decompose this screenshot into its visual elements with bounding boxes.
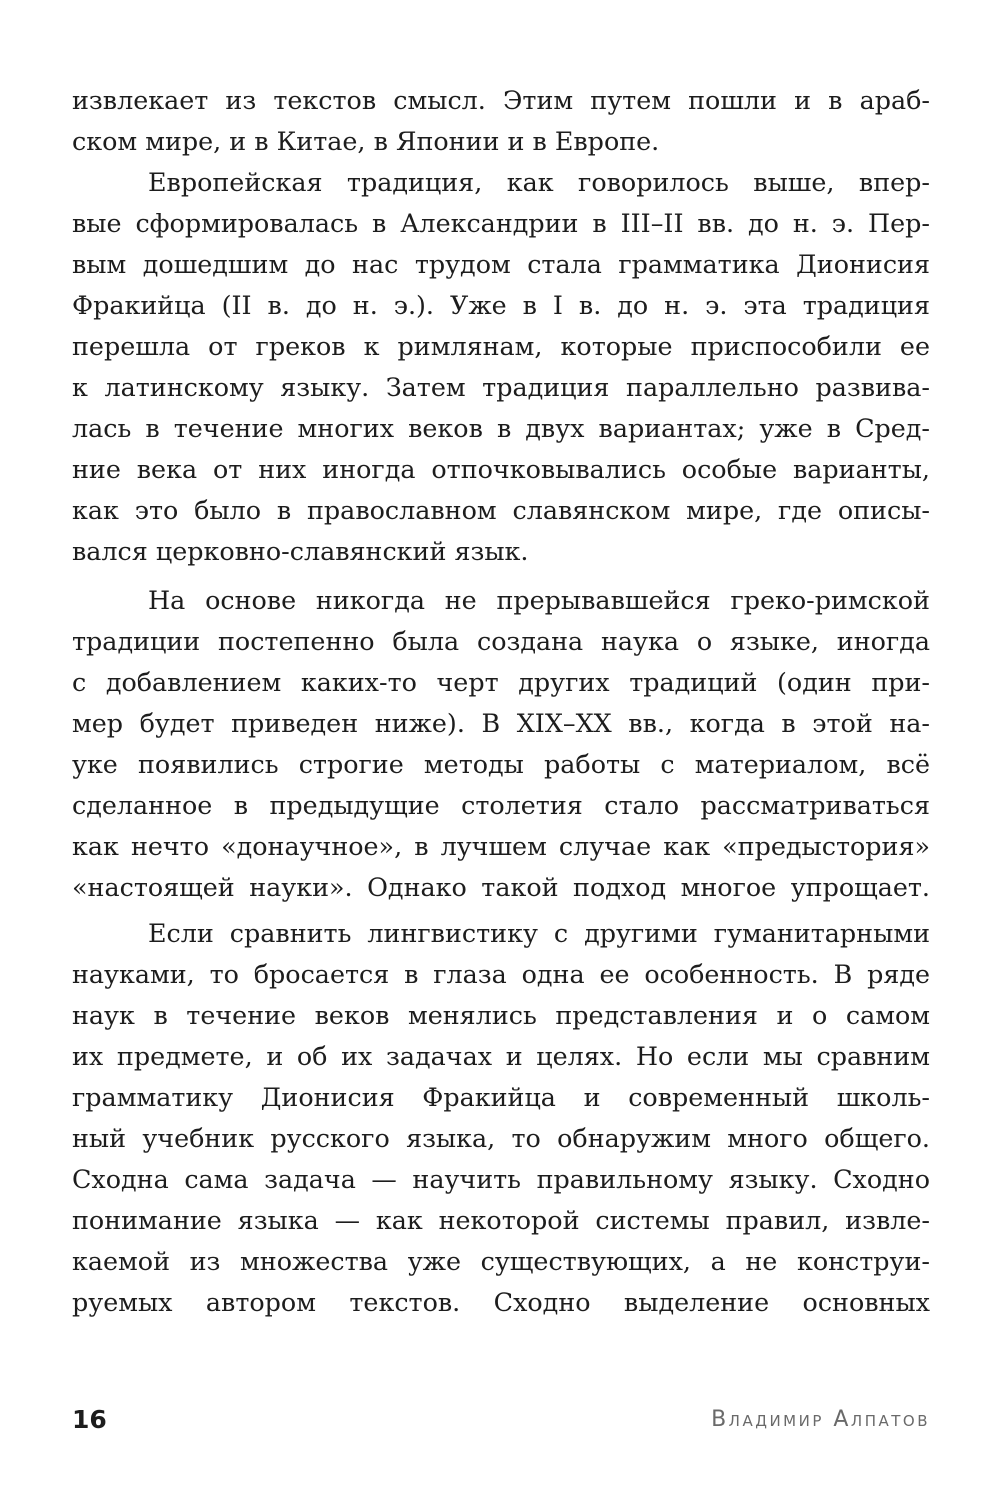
text-line: извлекает из текстов смысл. Этим путем пошли и в араб- xyxy=(72,85,930,115)
text-line: понимание языка — как некоторой системы правил, извле- xyxy=(72,1205,930,1235)
text-line: лась в течение многих веков в двух вариантах; уже в Сред- xyxy=(72,413,930,443)
text-line: «настоящей науки». Однако такой подход многое упрощает. xyxy=(72,872,930,902)
running-head-author: Владимир Алпатов xyxy=(711,1407,930,1432)
text-line: ском мире, и в Китае, в Японии и в Европе. xyxy=(72,126,660,156)
paragraph-first-line: Если сравнить лингвистику с другими гуманитарными xyxy=(148,918,930,948)
text-line: руемых автором текстов. Сходно выделение основных xyxy=(72,1287,930,1317)
text-line: науками, то бросается в глаза одна ее особенность. В ряде xyxy=(72,959,930,989)
text-line: мер будет приведен ниже). В XIX–XX вв., когда в этой на- xyxy=(72,708,930,738)
text-line: грамматику Дионисия Фракийца и современный школь- xyxy=(72,1082,930,1112)
text-line: вался церковно-славянский язык. xyxy=(72,536,529,566)
text-line: традиции постепенно была создана наука о языке, иногда xyxy=(72,626,930,656)
text-line: с добавлением каких-то черт других традиций (один при- xyxy=(72,667,930,697)
text-line: сделанное в предыдущие столетия стало рассматриваться xyxy=(72,790,930,820)
text-line: их предмете, и об их задачах и целях. Но если мы сравним xyxy=(72,1041,930,1071)
text-line: ние века от них иногда отпочковывались особые варианты, xyxy=(72,454,930,484)
text-line: перешла от греков к римлянам, которые приспособили ее xyxy=(72,331,930,361)
page-number: 16 xyxy=(72,1405,107,1434)
text-line: Фракийца (II в. до н. э.). Уже в I в. до н. э. эта традиция xyxy=(72,290,930,320)
text-line: к латинскому языку. Затем традиция параллельно развива- xyxy=(72,372,930,402)
text-line: как нечто «донаучное», в лучшем случае как «предыстория» xyxy=(72,831,930,861)
paragraph-first-line: Европейская традиция, как говорилось выше, впер- xyxy=(148,167,930,197)
text-line: уке появились строгие методы работы с материалом, всё xyxy=(72,749,930,779)
paragraph-first-line: На основе никогда не прерывавшейся греко-римской xyxy=(148,585,930,615)
text-line: как это было в православном славянском мире, где описы- xyxy=(72,495,930,525)
text-line: вые сформировалась в Александрии в III–II вв. до н. э. Пер- xyxy=(72,208,930,238)
text-line: каемой из множества уже существующих, а не конструи- xyxy=(72,1246,930,1276)
text-line: Сходна сама задача — научить правильному языку. Сходно xyxy=(72,1164,930,1194)
text-line: ный учебник русского языка, то обнаружим много общего. xyxy=(72,1123,930,1153)
text-line: вым дошедшим до нас трудом стала грамматика Дионисия xyxy=(72,249,930,279)
text-line: наук в течение веков менялись представления и о самом xyxy=(72,1000,930,1030)
